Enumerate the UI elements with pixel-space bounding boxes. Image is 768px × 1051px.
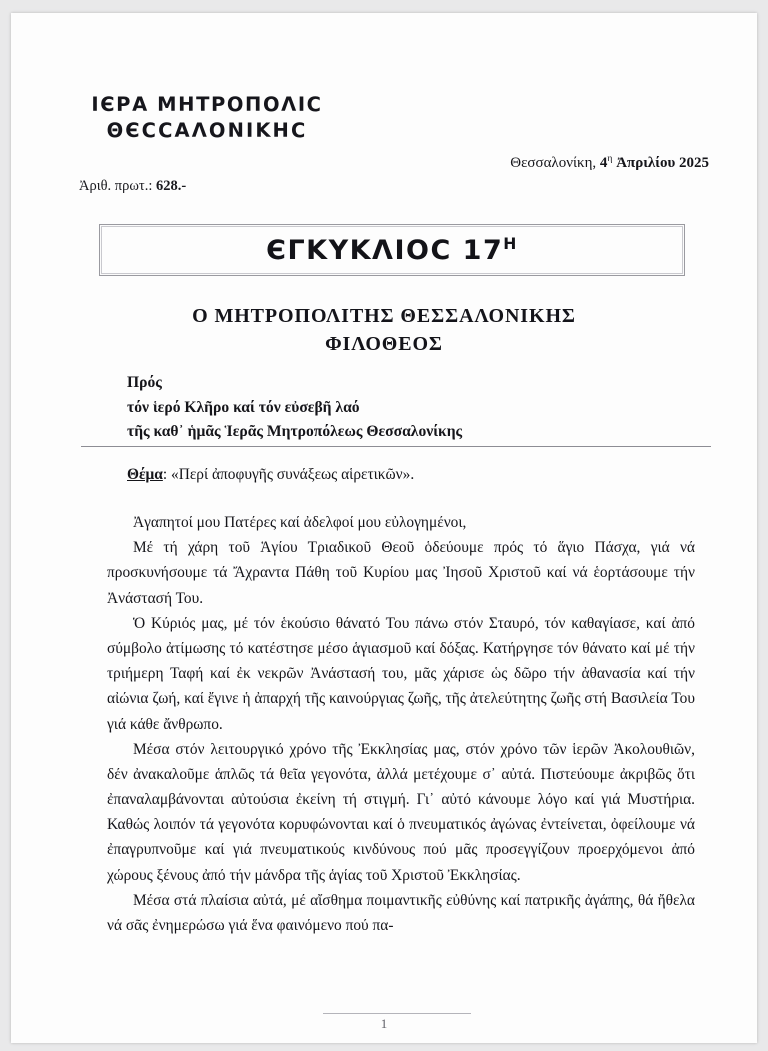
subject-label: Θέμα <box>127 466 163 483</box>
protocol-number <box>79 178 186 195</box>
subject-text: «Περί ἀποφυγῆς συνάξεως αἱρετικῶν». <box>171 466 415 483</box>
date-day-suffix: η <box>607 153 613 164</box>
addressee-line-1: Πρός <box>127 374 162 391</box>
bishop-heading <box>11 302 757 359</box>
body-paragraph: Μέσα στόν λειτουργικό χρόνο τῆς Ἐκκλησίας μας, στόν χρόνο τῶν ἱερῶν Ἀκολουθιῶν, δέν ἀνακαλοῦμε ἁπλῶς τά θεῖα γεγονότα, ἀλλά μετέχουμε σ᾽ αὐτά. Πιστεύουμε ἀκριβῶς ὅτι ἐπαναλαμβάνονται αὐτούσια ἐκείνη τή στιγμή. Γι᾽ αὐτό κάνουμε λόγο καί γιά Μυστήρια. Καθώς λοιπόν τά γεγονότα κορυφώνονται καί ὁ πνευματικός ἀγώνας ἐντείνεται, ὀφείλουμε νά ἐπαγρυπνοῦμε καί γιά πνευματικούς κινδύνους πού μᾶς προσεγγίζουν προερχόμενοι ἀπό χώρους ξένους ἀπό τήν μάνδρα τῆς ἁγίας τοῦ Χριστοῦ Ἐκκλησίας. <box>107 740 695 884</box>
encyclical-title-text: ЄΓΚΥΚΛΙΟϹ 17 <box>266 234 504 266</box>
footer-divider <box>323 1013 471 1014</box>
encyclical-title-suffix: Η <box>503 233 518 253</box>
date-line <box>510 155 709 172</box>
addressee-line-2: τόν ἱερό Κλῆρο καί τόν εὐσεβῆ λαό <box>127 398 360 416</box>
letterhead <box>77 92 337 143</box>
date-city: Θεσσαλονίκη, <box>510 155 597 171</box>
letterhead-line-2: ΘЄϹϹΑΛΟΝΙΚΗϹ <box>106 118 308 142</box>
protocol-label: Ἀριθ. πρωτ.: <box>79 178 153 194</box>
letterhead-line-1: ΙЄΡΑ ΜΗΤΡΟΠΟΛΙϹ <box>91 93 323 116</box>
encyclical-title-box <box>99 224 685 276</box>
date-month-year: Ἀπριλίου 2025 <box>616 155 709 171</box>
body-paragraph: Ὁ Κύριός μας, μέ τόν ἑκούσιο θάνατό Του πάνω στόν Σταυρό, τόν καθαγίασε, καί ἀπό σύμβολο ἀτίμωσης τό κατέστησε μέσο ἁγιασμοῦ καί δόξας. Κατήργησε τόν θάνατο καί μέ τήν τριήμερη Ταφή καί ἐκ νεκρῶν Ἀνάστασή του, μᾶς χάρισε ὡς δῶρο τήν ἀθανασία καί τήν αἰώνια ζωή, καί ἔγινε ἡ ἀπαρχή τῆς καινούργιας ζωῆς, τῆς ἀτελεύτητης ζωῆς στή Βασιλεία Του γιά κάθε ἄνθρωπο. <box>107 614 695 733</box>
salutation: Ἀγαπητοί μου Πατέρες καί ἀδελφοί μου εὐλογημένοι, <box>133 514 467 531</box>
body-paragraph: Μέσα στά πλαίσια αὐτά, μέ αἴσθημα ποιμαντικῆς εὐθύνης καί πατρικῆς ἀγάπης, θά ἤθελα νά σᾶς ἐνημερώσω γιά ἕνα φαινόμενο πού πα- <box>107 891 695 934</box>
page-number: 1 <box>380 1016 388 1031</box>
protocol-value: 628.- <box>156 178 187 194</box>
addressee-block <box>127 371 462 445</box>
subject-colon: : <box>162 466 168 483</box>
document-body <box>107 510 695 938</box>
bishop-title-line: Ο ΜΗΤΡΟΠΟΛΙΤΗΣ ΘΕΣΣΑΛΟΝΙΚΗΣ <box>192 305 576 327</box>
date-day: 4 <box>599 155 608 171</box>
bishop-name-line: ΦΙΛΟΘΕΟΣ <box>325 333 443 356</box>
encyclical-title <box>266 235 518 266</box>
addressee-line-3: τῆς καθ᾽ ἡμᾶς Ἱερᾶς Μητροπόλεως Θεσσαλονίκης <box>127 423 463 441</box>
header-divider <box>81 446 711 447</box>
document-page <box>11 13 757 1043</box>
subject-line <box>127 466 414 484</box>
body-paragraph: Μέ τή χάρη τοῦ Ἁγίου Τριαδικοῦ Θεοῦ ὁδεύουμε πρός τό ἅγιο Πάσχα, γιά νά προσκυνήσουμε τά Ἄχραντα Πάθη τοῦ Κυρίου μας Ἰησοῦ Χριστοῦ καί νά ἑορτάσουμε τήν Ἀνάστασή Του. <box>107 539 695 607</box>
